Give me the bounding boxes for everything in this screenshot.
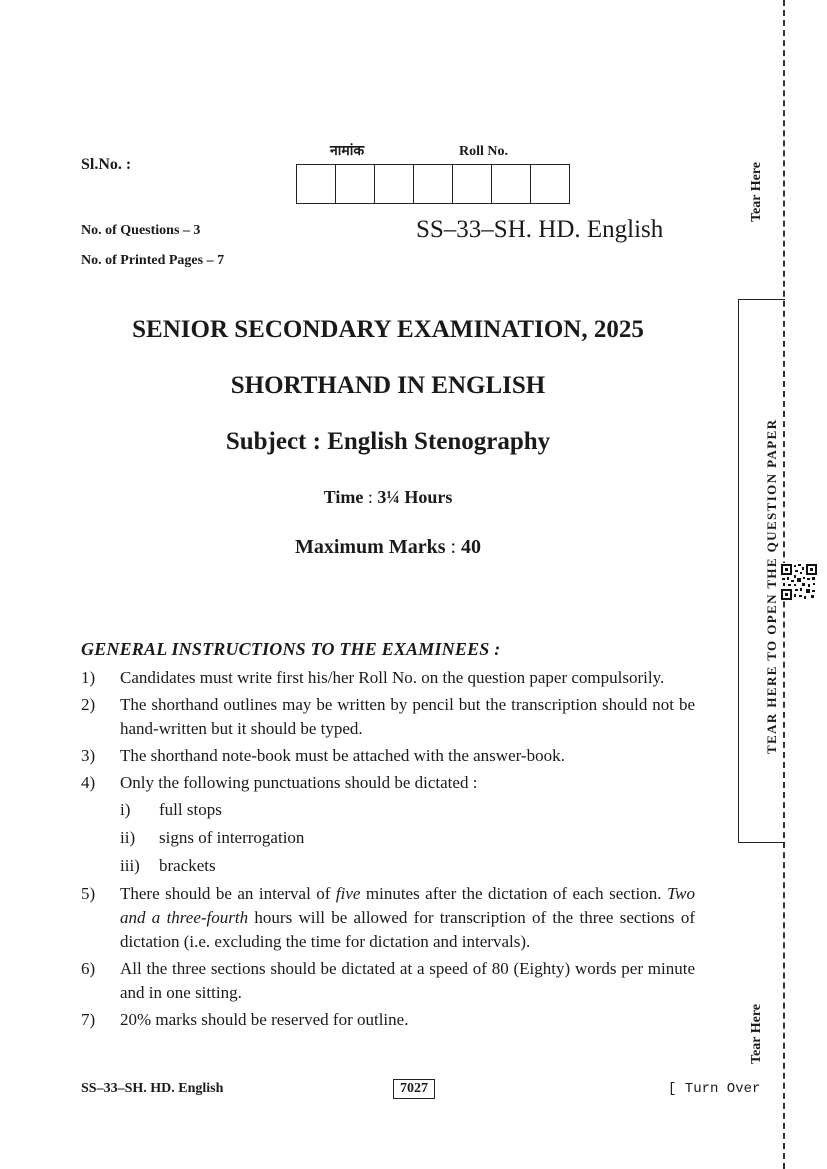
marks-value: 40 [461,536,482,558]
sub-item-number: ii) [120,828,136,847]
marks-separator: : [445,536,462,558]
instruction-text: The shorthand outlines may be written by pencil but the transcription should not be hand-written but it should be typed. [120,695,695,738]
time-label: Time [323,487,364,507]
qr-code-icon [780,563,818,601]
punctuation-sub-item [120,854,695,878]
roll-digit-box[interactable] [297,165,336,203]
number-of-printed-pages: No. of Printed Pages – 7 [81,253,225,268]
footer-paper-code: SS–33–SH. HD. English [81,1081,224,1096]
instruction-item [81,1008,695,1032]
punctuation-sub-item [120,826,695,850]
instruction-number: 1) [81,668,96,687]
instruction-text: All the three sections should be dictated at a speed of 80 (Eighty) words per minute and in one sitting. [120,959,695,1002]
instruction-item [81,957,695,1005]
marks-line [80,536,696,559]
instructions-list [81,666,695,1035]
instruction-item [81,882,695,954]
time-line [80,487,696,508]
roll-digit-box[interactable] [531,165,569,203]
roll-digit-box[interactable] [375,165,414,203]
sub-item-text: full stops [159,800,222,819]
qr-code-graphic [780,563,818,601]
instruction-item [81,666,695,690]
sub-item-number: iii) [120,856,140,875]
sub-item-number: i) [120,800,131,819]
paper-code: SS–33–SH. HD. English [416,216,664,243]
number-of-questions: No. of Questions – 3 [81,223,201,238]
roll-label-hindi: नामांक [330,143,365,159]
subject-title: SHORTHAND IN ENGLISH [230,372,546,399]
instruction-number: 7) [81,1010,96,1029]
instruction-text: 20% marks should be reserved for outline. [120,1010,409,1029]
roll-number-boxes[interactable] [296,164,570,204]
sub-item-text: signs of interrogation [159,828,305,847]
instruction-item [81,693,695,741]
tear-here-label-bottom: Tear Here [749,1003,764,1064]
punctuation-sub-item [120,798,695,822]
roll-digit-box[interactable] [414,165,453,203]
instructions-heading: GENERAL INSTRUCTIONS TO THE EXAMINEES : [81,639,501,659]
instruction-item [81,744,695,768]
roll-digit-box[interactable] [453,165,492,203]
instruction-number: 2) [81,695,96,714]
roll-digit-box[interactable] [336,165,375,203]
instruction-number: 6) [81,959,96,978]
exam-title: SENIOR SECONDARY EXAMINATION, 2025 [132,316,644,343]
instruction-text: Only the following punctuations should be dictated : [120,773,478,792]
roll-number-label: Roll No. [459,144,508,159]
serial-number-label: Sl.No. : [81,156,132,173]
time-separator: : [363,487,378,507]
instruction-number: 3) [81,746,96,765]
footer-page-number: 7027 [393,1079,435,1099]
instruction-text: The shorthand note-book must be attached with the answer-book. [120,746,565,765]
tear-here-label-top: Tear Here [749,161,764,222]
marks-label: Maximum Marks [294,536,446,558]
roll-digit-box[interactable] [492,165,531,203]
instruction-number: 5) [81,884,96,903]
instruction-text: Candidates must write first his/her Roll No. on the question paper compulsorily. [120,668,665,687]
instruction-text: There should be an interval of five minutes after the dictation of each section. Two and a three-fourth hours will be allowed for transcription of the three sections of dictation (i.e. excluding the time for dictation and intervals). [120,884,696,951]
time-value: 3¼ Hours [377,487,453,507]
turn-over-label: [ Turn Over [668,1081,761,1097]
tear-open-instruction: TEAR HERE TO OPEN THE QUESTION PAPER [764,418,779,754]
instruction-number: 4) [81,773,96,792]
sub-item-text: brackets [159,856,216,875]
instruction-item [81,771,695,795]
subject-line: Subject : English Stenography [225,428,551,455]
